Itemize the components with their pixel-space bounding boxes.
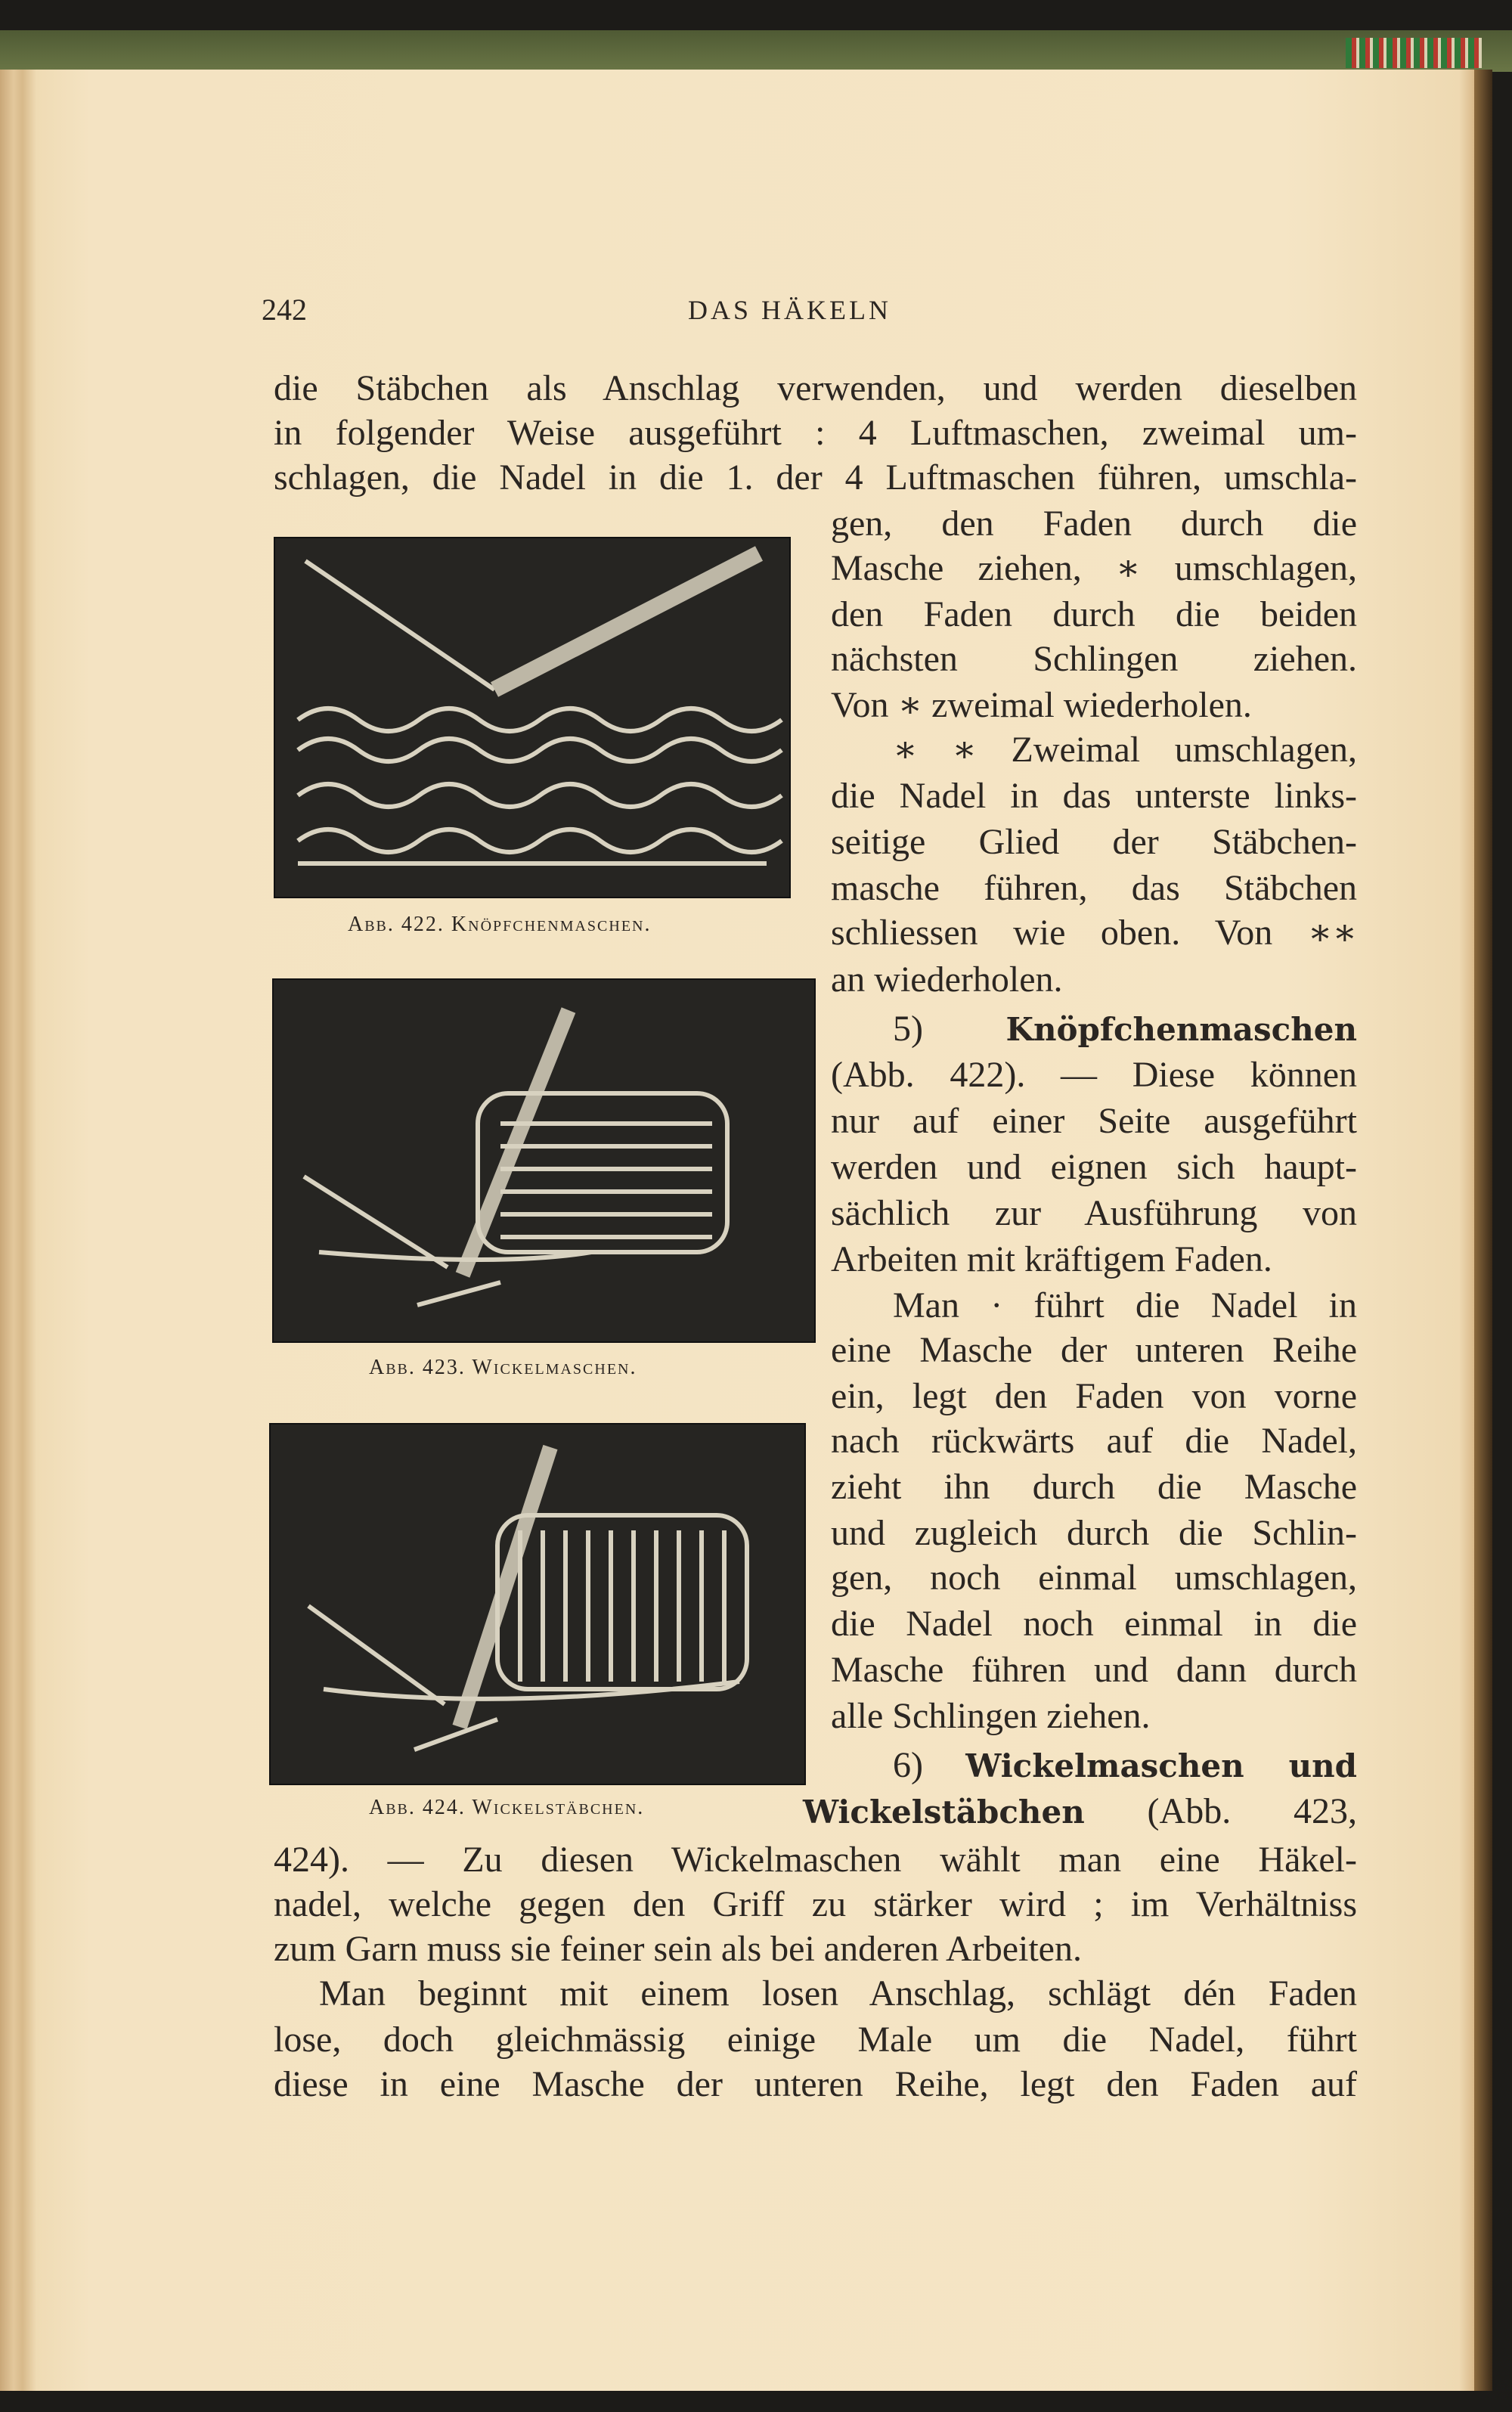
text-span: schlagen, die Nadel in die 1. der 4 Luftmaschen führen, umschla- [274, 457, 1357, 498]
text-line [319, 1971, 1357, 2017]
text-span: diese in eine Masche der unteren Reihe, legt den Faden auf [274, 2064, 1357, 2104]
text-span: die Nadel noch einmal in die [831, 1604, 1357, 1644]
text-line [893, 1743, 1357, 1788]
text-span: Masche führen und dann durch [831, 1650, 1357, 1690]
text-line [274, 366, 1357, 411]
bold-heading: Knöpfchenmaschen [1005, 1011, 1357, 1048]
text-line [831, 866, 1357, 911]
figure-424-illustration [269, 1423, 806, 1785]
text-span: nur auf einer Seite ausgeführt [831, 1101, 1357, 1141]
bold-heading: Wickelstäbchen [803, 1793, 1085, 1831]
text-line [274, 2017, 1357, 2063]
crochet-wrapped-treble-drawing [271, 1425, 804, 1784]
text-span: seitige Glied der Stäbchen- [831, 822, 1357, 862]
text-span: nach rückwärts auf die Nadel, [831, 1421, 1357, 1461]
text-line [831, 1465, 1357, 1510]
text-span: Man · führt die Nadel in [893, 1285, 1357, 1325]
text-span: die Stäbchen als Anschlag verwenden, und werden dieselben [274, 368, 1357, 408]
text-line [831, 1237, 1357, 1282]
text-span: schliessen wie oben. Von ∗∗ [831, 913, 1357, 953]
figure-423-caption: Abb. 423. Wickelmaschen. [369, 1356, 637, 1379]
text-line [831, 501, 1357, 547]
text-span: alle Schlingen ziehen. [831, 1696, 1151, 1736]
book-cover-edge [0, 30, 1512, 72]
text-span: lose, doch gleichmässig einige Male um die Nadel, führt [274, 2020, 1357, 2060]
text-line [831, 1648, 1357, 1693]
text-span: an wiederholen. [831, 960, 1063, 1000]
text-span: Arbeiten mit kräftigem Faden. [831, 1239, 1272, 1279]
running-title: DAS HÄKELN [688, 295, 891, 325]
text-span: (Abb. 422). — Diese können [831, 1055, 1357, 1095]
text-line [831, 1601, 1357, 1647]
text-span: sächlich zur Ausführung von [831, 1193, 1357, 1233]
text-line [274, 455, 1357, 501]
text-span: ∗ ∗ Zweimal umschlagen, [893, 730, 1357, 770]
figure-423-illustration [272, 978, 816, 1343]
text-line [893, 1006, 1357, 1052]
text-line [831, 1145, 1357, 1190]
text-line [831, 1191, 1357, 1236]
text-span: 6) [893, 1745, 966, 1785]
text-span: den Faden durch die beiden [831, 594, 1357, 634]
text-line [831, 683, 1357, 728]
text-span: Von ∗ zweimal wiederholen. [831, 685, 1252, 725]
text-span: zieht ihn durch die Masche [831, 1467, 1357, 1507]
text-span: masche führen, das Stäbchen [831, 868, 1357, 908]
text-span: eine Masche der unteren Reihe [831, 1330, 1357, 1370]
text-span: zum Garn muss sie feiner sein als bei anderen Arbeiten. [274, 1929, 1082, 1969]
text-line [831, 1694, 1357, 1739]
text-line [274, 411, 1357, 456]
bookmark-ribbon [1346, 38, 1482, 68]
crochet-knot-stitch-drawing [275, 538, 789, 897]
text-line [831, 1374, 1357, 1419]
book-spine [1474, 70, 1492, 2391]
text-line [831, 546, 1357, 591]
text-line [831, 1555, 1357, 1601]
text-span: gen, noch einmal umschlagen, [831, 1558, 1357, 1598]
text-span: und zugleich durch die Schlin- [831, 1513, 1357, 1553]
text-line [893, 727, 1357, 773]
text-span: 5) [893, 1009, 1006, 1049]
text-line [831, 1511, 1357, 1556]
text-line [831, 1053, 1357, 1098]
text-line [274, 1882, 1357, 1927]
text-span: nadel, welche gegen den Griff zu stärker wird ; im Verhältniss [274, 1884, 1357, 1924]
text-line [831, 1099, 1357, 1144]
text-line [831, 774, 1357, 819]
text-line [831, 637, 1357, 682]
text-span: werden und eignen sich haupt- [831, 1147, 1357, 1187]
text-line [831, 820, 1357, 865]
figure-422-illustration [274, 537, 791, 898]
text-line [831, 1418, 1357, 1464]
text-span: ein, legt den Faden von vorne [831, 1376, 1357, 1416]
text-line [831, 1328, 1357, 1373]
text-line [274, 2062, 1357, 2107]
text-span: in folgender Weise ausgeführt : 4 Luftmaschen, zweimal um- [274, 413, 1357, 453]
text-line [274, 1927, 1357, 1972]
text-line [893, 1283, 1357, 1328]
text-span: Masche ziehen, ∗ umschlagen, [831, 548, 1357, 588]
text-span: 424). — Zu diesen Wickelmaschen wählt man eine Häkel- [274, 1840, 1357, 1880]
text-span: nächsten Schlingen ziehen. [831, 639, 1357, 679]
figure-422-caption: Abb. 422. Knöpfchenmaschen. [348, 913, 652, 936]
page-number: 242 [262, 293, 307, 327]
crochet-wrap-stitch-drawing [274, 980, 814, 1341]
figure-424-caption: Abb. 424. Wickelstäbchen. [369, 1796, 645, 1819]
text-span: (Abb. 423, [1084, 1791, 1357, 1831]
text-line [274, 1837, 1357, 1883]
text-line [831, 592, 1357, 637]
text-span: die Nadel in das unterste links- [831, 776, 1357, 816]
text-line [831, 910, 1357, 956]
text-span: Man beginnt mit einem losen Anschlag, schlägt dén Faden [319, 1973, 1357, 2014]
text-line [831, 957, 1357, 1003]
text-line [803, 1789, 1357, 1834]
text-span: gen, den Faden durch die [831, 504, 1357, 544]
bold-heading: Wickelmaschen und [965, 1747, 1358, 1784]
